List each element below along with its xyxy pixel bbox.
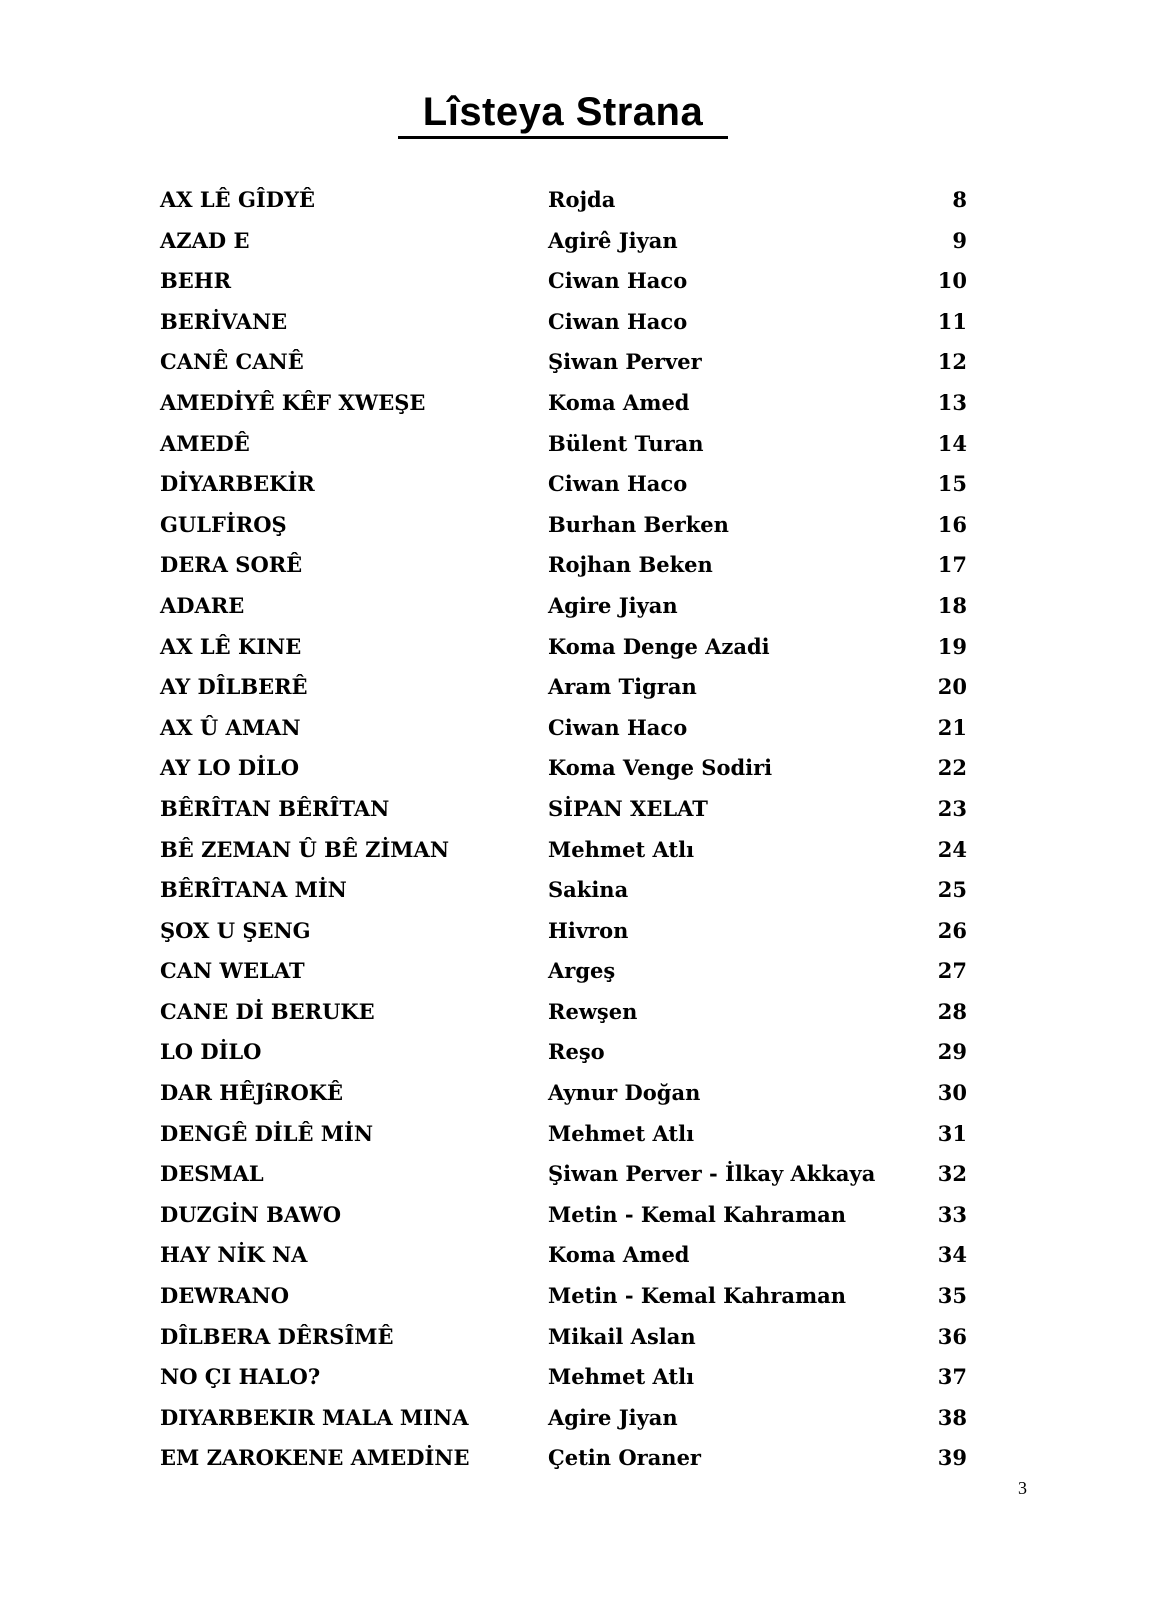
table-row — [160, 221, 970, 262]
artist-name: Mehmet Atlı — [548, 1364, 695, 1390]
artist-name: Rojhan Beken — [548, 552, 713, 578]
song-title: CANE Dİ BERUKE — [160, 998, 375, 1024]
artist-name: Ciwan Haco — [548, 268, 688, 294]
song-title: AMEDÊ — [160, 430, 250, 456]
song-title: BÊRÎTAN BÊRÎTAN — [160, 795, 390, 821]
artist-name: Ciwan Haco — [548, 308, 688, 334]
song-page-number: 32 — [937, 1161, 967, 1187]
song-page-number: 30 — [937, 1080, 967, 1106]
song-title: ŞOX U ŞENG — [160, 917, 311, 943]
table-row — [160, 342, 970, 383]
song-page-number: 18 — [937, 592, 967, 618]
song-page-number: 34 — [937, 1242, 967, 1268]
table-row — [160, 505, 970, 546]
song-title: HAY NİK NA — [160, 1242, 308, 1268]
song-page-number: 20 — [937, 674, 967, 700]
table-row — [160, 383, 970, 424]
song-title: GULFİROŞ — [160, 511, 287, 537]
table-row — [160, 261, 970, 302]
table-row — [160, 1073, 970, 1114]
song-page-number: 38 — [937, 1404, 967, 1430]
song-page-number: 17 — [937, 552, 967, 578]
song-title: DENGÊ DİLÊ MİN — [160, 1120, 374, 1146]
song-page-number: 15 — [937, 471, 967, 497]
song-title: DÎLBERA DÊRSÎMÊ — [160, 1323, 394, 1349]
artist-name: Ciwan Haco — [548, 471, 688, 497]
song-title: AZAD E — [160, 227, 250, 253]
song-page-number: 8 — [952, 187, 967, 212]
song-page-number: 22 — [937, 755, 967, 781]
song-page-number: 19 — [937, 633, 967, 659]
song-page-number: 29 — [937, 1039, 967, 1065]
artist-name: Şiwan Perver - İlkay Akkaya — [548, 1161, 876, 1187]
song-page-number: 14 — [937, 430, 967, 456]
artist-name: SİPAN XELAT — [548, 795, 708, 821]
table-row — [160, 302, 970, 343]
song-title: DİYARBEKİR — [160, 471, 315, 497]
song-title: BÊRÎTANA MİN — [160, 877, 347, 903]
song-title: BÊ ZEMAN Û BÊ ZİMAN — [160, 836, 450, 862]
table-row — [160, 1114, 970, 1155]
artist-name: Burhan Berken — [548, 511, 729, 537]
song-title: EM ZAROKENE AMEDİNE — [160, 1445, 470, 1471]
song-page-number: 10 — [937, 268, 967, 294]
song-title: DEWRANO — [160, 1283, 290, 1309]
song-page-number: 9 — [952, 227, 967, 253]
table-row — [160, 1154, 970, 1195]
artist-name: Agire Jiyan — [548, 1404, 678, 1430]
song-title: ADARE — [160, 592, 245, 618]
song-page-number: 37 — [937, 1364, 967, 1390]
table-row — [160, 1235, 970, 1276]
table-row — [160, 1398, 970, 1439]
table-row — [160, 708, 970, 749]
artist-name: Ciwan Haco — [548, 714, 688, 740]
page-number: 3 — [1018, 1478, 1027, 1498]
table-row — [160, 1317, 970, 1358]
artist-name: Mikail Aslan — [548, 1323, 696, 1349]
artist-name: Reşo — [548, 1039, 605, 1065]
table-row — [160, 789, 970, 830]
song-title: AY DÎLBERÊ — [160, 674, 308, 700]
song-title: DUZGİN BAWO — [160, 1201, 341, 1227]
artist-name: Koma Amed — [548, 389, 690, 415]
table-row — [160, 586, 970, 627]
artist-name: Metin - Kemal Kahraman — [548, 1201, 847, 1227]
song-page-number: 21 — [937, 714, 967, 740]
table-row — [160, 180, 970, 221]
table-row — [160, 1032, 970, 1073]
song-title: AX Û AMAN — [160, 714, 301, 740]
table-row — [160, 545, 970, 586]
song-title: DIYARBEKIR MALA MINA — [160, 1404, 469, 1430]
artist-name: Hivron — [548, 917, 629, 943]
song-title: AY LO DİLO — [160, 755, 300, 781]
artist-name: Çetin Oraner — [548, 1445, 701, 1471]
song-page-number: 25 — [937, 877, 967, 903]
song-page-number: 35 — [937, 1283, 967, 1309]
song-title: DESMAL — [160, 1161, 264, 1187]
table-row — [160, 870, 970, 911]
song-page-number: 28 — [937, 998, 967, 1024]
song-title: CAN WELAT — [160, 958, 305, 984]
page-title: Lîsteya Strana — [398, 88, 728, 139]
song-page-number: 33 — [937, 1201, 967, 1227]
song-page-number: 31 — [937, 1120, 967, 1146]
artist-name: Mehmet Atlı — [548, 1120, 695, 1146]
song-title: DERA SORÊ — [160, 552, 303, 578]
artist-name: Aynur Doğan — [548, 1080, 701, 1106]
table-row — [160, 951, 970, 992]
song-title: CANÊ CANÊ — [160, 349, 304, 375]
table-row — [160, 464, 970, 505]
artist-name: Mehmet Atlı — [548, 836, 695, 862]
song-title: AMEDİYÊ KÊF XWEŞE — [160, 389, 426, 415]
song-page-number: 36 — [937, 1323, 967, 1349]
table-row — [160, 1357, 970, 1398]
artist-name: Koma Amed — [548, 1242, 690, 1268]
song-page-number: 11 — [937, 308, 967, 334]
song-title: BEHR — [160, 268, 232, 294]
song-title: NO ÇI HALO? — [160, 1364, 321, 1390]
table-row — [160, 1195, 970, 1236]
song-page-number: 12 — [937, 349, 967, 375]
song-page-number: 27 — [937, 958, 967, 984]
artist-name: Koma Venge Sodiri — [548, 755, 773, 781]
artist-name: Bülent Turan — [548, 430, 704, 456]
artist-name: Şiwan Perver — [548, 349, 702, 375]
table-row — [160, 667, 970, 708]
table-row — [160, 1438, 970, 1479]
song-title: AX LÊ GÎDYÊ — [160, 187, 315, 212]
song-title: LO DİLO — [160, 1039, 262, 1065]
artist-name: Agire Jiyan — [548, 592, 678, 618]
artist-name: Agirê Jiyan — [548, 227, 678, 253]
song-page-number: 26 — [937, 917, 967, 943]
song-page-number: 16 — [937, 511, 967, 537]
artist-name: Rojda — [548, 187, 616, 212]
table-row — [160, 627, 970, 668]
song-list — [160, 180, 970, 1479]
table-row — [160, 992, 970, 1033]
artist-name: Argeş — [548, 958, 616, 984]
artist-name: Koma Denge Azadi — [548, 633, 770, 659]
table-row — [160, 424, 970, 465]
artist-name: Sakina — [548, 877, 629, 903]
song-page-number: 23 — [937, 795, 967, 821]
song-title: DAR HÊJîROKÊ — [160, 1080, 344, 1106]
song-page-number: 24 — [937, 836, 967, 862]
song-page-number: 39 — [937, 1445, 967, 1471]
song-title: AX LÊ KINE — [160, 633, 302, 659]
table-row — [160, 1276, 970, 1317]
table-row — [160, 748, 970, 789]
table-row — [160, 830, 970, 871]
artist-name: Rewşen — [548, 998, 638, 1024]
artist-name: Metin - Kemal Kahraman — [548, 1283, 847, 1309]
song-title: BERİVANE — [160, 308, 288, 334]
table-row — [160, 911, 970, 952]
artist-name: Aram Tigran — [548, 674, 697, 700]
song-page-number: 13 — [937, 389, 967, 415]
